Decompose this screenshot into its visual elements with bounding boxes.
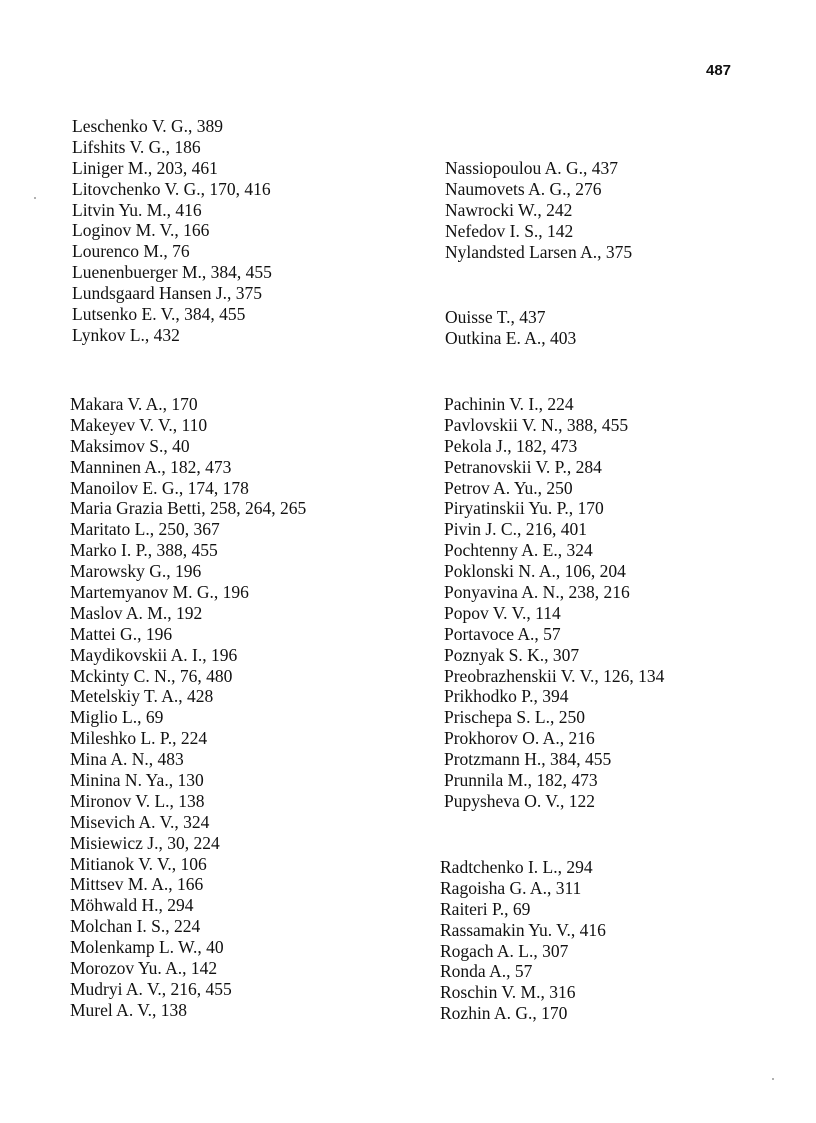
index-entry: Ouisse T., 437 <box>445 307 546 327</box>
index-entry: Lundsgaard Hansen J., 375 <box>72 283 263 304</box>
index-entry: Preobrazhenskii V. V., 126, 134 <box>444 665 665 686</box>
index-entry: Pupysheva O. V., 122 <box>444 790 596 811</box>
index-entry: Morozov Yu. A., 142 <box>70 958 218 979</box>
scan-speck <box>34 197 36 199</box>
index-entry: Lourenco M., 76 <box>72 241 190 262</box>
index-entry: Marowsky G., 196 <box>70 561 202 582</box>
index-entry: Molchan I. S., 224 <box>70 916 201 937</box>
index-entry: Litvin Yu. M., 416 <box>72 199 202 220</box>
index-entry: Mileshko L. P., 224 <box>70 728 208 749</box>
index-entry: Prischepa S. L., 250 <box>444 707 585 728</box>
index-entry: Poklonski N. A., 106, 204 <box>444 561 626 582</box>
index-entry: Pavlovskii V. N., 388, 455 <box>444 414 629 435</box>
index-entry: Nassiopoulou A. G., 437 <box>445 158 619 178</box>
index-entry: Rassamakin Yu. V., 416 <box>440 919 606 940</box>
index-entry: Raiteri P., 69 <box>440 898 531 919</box>
index-entry: Petrov A. Yu., 250 <box>444 477 573 498</box>
index-entry: Miglio L., 69 <box>70 707 164 728</box>
index-entry: Petranovskii V. P., 284 <box>444 456 602 477</box>
page-number: 487 <box>706 62 732 79</box>
index-entry: Metelskiy T. A., 428 <box>70 686 214 707</box>
index-entry: Molenkamp L. W., 40 <box>70 937 224 958</box>
index-entry: Marko I. P., 388, 455 <box>70 540 218 561</box>
index-entry: Liniger M., 203, 461 <box>72 157 218 178</box>
index-entry: Ponyavina A. N., 238, 216 <box>444 582 630 603</box>
index-entry: Martemyanov M. G., 196 <box>70 582 249 603</box>
index-group-o <box>445 307 576 349</box>
index-entry: Poznyak S. K., 307 <box>444 644 580 665</box>
index-entry: Naumovets A. G., 276 <box>445 178 602 199</box>
index-entry: Nefedov I. S., 142 <box>445 220 574 241</box>
index-entry: Maydikovskii A. I., 196 <box>70 644 238 665</box>
index-entry: Popov V. V., 114 <box>444 602 561 623</box>
scan-speck <box>772 1078 774 1080</box>
index-entry: Pivin J. C., 216, 401 <box>444 519 587 540</box>
index-entry: Lutsenko E. V., 384, 455 <box>72 304 246 325</box>
index-entry: Lynkov L., 432 <box>72 324 180 345</box>
index-entry: Portavoce A., 57 <box>444 623 561 644</box>
index-entry: Minina N. Ya., 130 <box>70 770 204 791</box>
index-entry: Pochtenny A. E., 324 <box>444 540 593 561</box>
index-entry: Mina A. N., 483 <box>70 749 184 770</box>
index-entry: Radtchenko I. L., 294 <box>440 857 593 877</box>
index-entry: Loginov M. V., 166 <box>72 220 210 241</box>
index-group-l <box>72 116 272 346</box>
index-entry: Mattei G., 196 <box>70 623 173 644</box>
index-entry: Ronda A., 57 <box>440 961 533 982</box>
index-group-r <box>440 857 606 1024</box>
index-entry: Protzmann H., 384, 455 <box>444 749 612 770</box>
index-entry: Mudryi A. V., 216, 455 <box>70 978 232 999</box>
index-entry: Mckinty C. N., 76, 480 <box>70 665 233 686</box>
index-entry: Maritato L., 250, 367 <box>70 519 220 540</box>
index-entry: Nawrocki W., 242 <box>445 199 573 220</box>
index-entry: Prikhodko P., 394 <box>444 686 569 707</box>
index-entry: Luenenbuerger M., 384, 455 <box>72 262 272 283</box>
index-entry: Ragoisha G. A., 311 <box>440 877 582 898</box>
index-entry: Maria Grazia Betti, 258, 264, 265 <box>70 498 307 519</box>
index-entry: Pachinin V. I., 224 <box>444 394 574 414</box>
index-entry: Piryatinskii Yu. P., 170 <box>444 498 604 519</box>
index-entry: Misevich A. V., 324 <box>70 811 210 832</box>
index-entry: Maslov A. M., 192 <box>70 602 203 623</box>
index-entry: Maksimov S., 40 <box>70 435 190 456</box>
index-entry: Mittsev M. A., 166 <box>70 874 204 895</box>
index-entry: Mironov V. L., 138 <box>70 790 205 811</box>
index-entry: Rogach A. L., 307 <box>440 940 569 961</box>
index-entry: Murel A. V., 138 <box>70 999 188 1020</box>
index-group-p <box>444 394 664 812</box>
index-entry: Möhwald H., 294 <box>70 895 194 916</box>
index-entry: Litovchenko V. G., 170, 416 <box>72 178 271 199</box>
index-entry: Manninen A., 182, 473 <box>70 456 232 477</box>
index-entry: Prunnila M., 182, 473 <box>444 770 598 791</box>
index-entry: Lifshits V. G., 186 <box>72 136 201 157</box>
index-entry: Pekola J., 182, 473 <box>444 435 578 456</box>
index-group-m <box>70 394 306 1021</box>
index-entry: Prokhorov O. A., 216 <box>444 728 595 749</box>
index-entry: Manoilov E. G., 174, 178 <box>70 477 249 498</box>
index-entry: Leschenko V. G., 389 <box>72 116 224 136</box>
index-entry: Rozhin A. G., 170 <box>440 1003 568 1024</box>
index-entry: Outkina E. A., 403 <box>445 327 577 348</box>
index-entry: Makara V. A., 170 <box>70 394 198 414</box>
index-group-n <box>445 158 632 262</box>
index-entry: Mitianok V. V., 106 <box>70 853 207 874</box>
index-entry: Misiewicz J., 30, 224 <box>70 832 220 853</box>
index-entry: Roschin V. M., 316 <box>440 982 576 1003</box>
index-entry: Makeyev V. V., 110 <box>70 414 208 435</box>
index-entry: Nylandsted Larsen A., 375 <box>445 241 633 262</box>
